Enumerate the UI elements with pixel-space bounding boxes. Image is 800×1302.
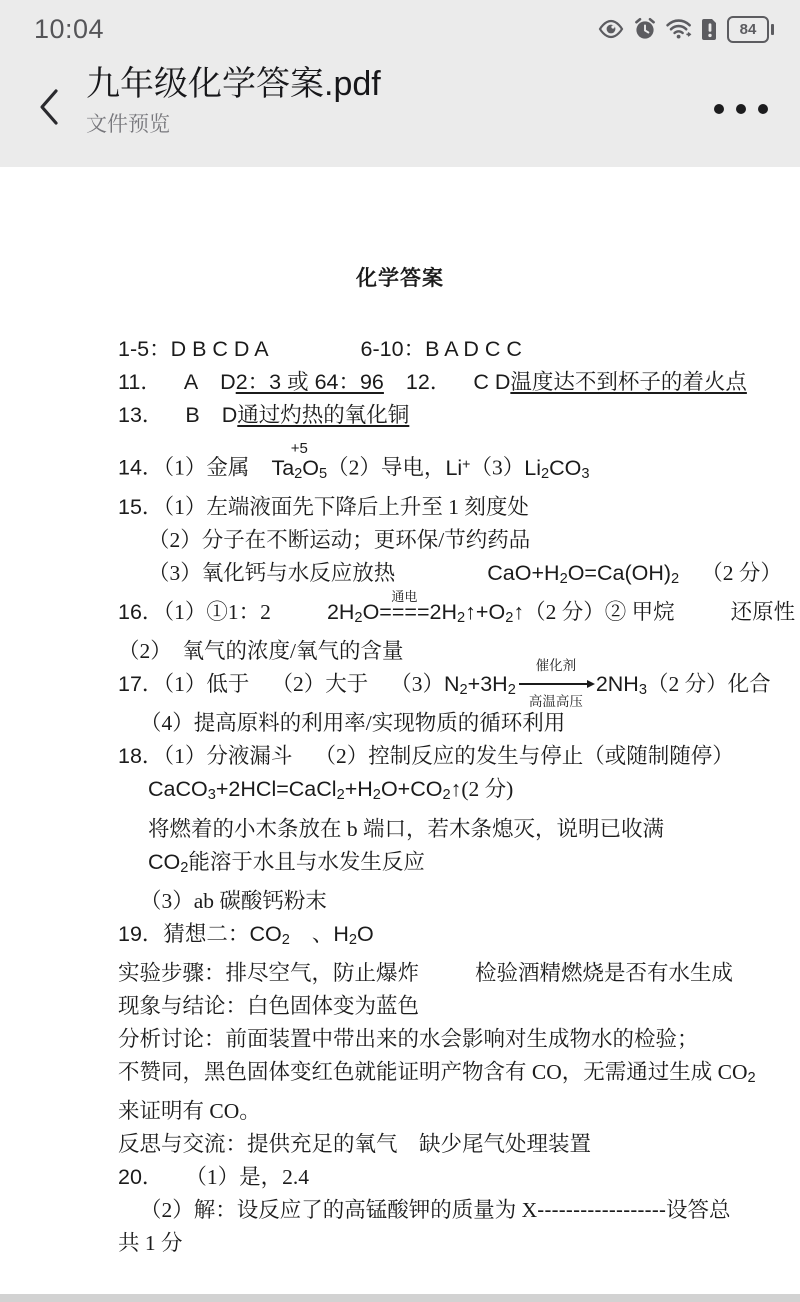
q15-equation [487,561,679,585]
choices-6-10-label: 6-10： [360,337,426,361]
q11-answer-b: D [220,370,236,394]
q20-dashed-rule: ------------------ [537,1198,667,1223]
status-icon-group [598,16,774,43]
q14-part1: （1）金属 [163,455,250,480]
answer-line-17-2 [118,708,772,739]
q13-blank: 通过灼热的氧化铜 [237,403,410,427]
q16-eq-sub3: 2 [505,610,514,627]
q13-answer-b: D [221,403,238,427]
q19-disagree-part1: 不赞同，黑色固体变红色就能证明产物含有 CO，无需通过生成 CO [118,1059,748,1084]
q16-eq-o: O [362,599,380,624]
q20-part3: 共 1 分 [118,1231,183,1256]
q18-eq-caco: CaCO [148,777,208,802]
q14-li2-sub: 2 [540,465,550,482]
q17-eq-n: N [443,672,460,697]
q17-eq-sub2: 2 [507,682,516,699]
q18-eq-sub3: 2 [372,787,381,804]
q19-steps-a: 排尽空气，防止爆炸 [225,960,420,985]
q15-eq-sub-b: 2 [671,570,680,587]
q15-part2: （2）分子在不断运动；更环保/节约药品 [148,527,531,552]
q14-ta-symbol: Ta [271,455,295,480]
q12-answer: C D [473,370,511,394]
choices-1-5-label: 1-5： [118,337,171,361]
q17-eq-plus: +3H [467,672,508,697]
answer-line-14 [118,439,772,490]
answer-line-15-2 [118,525,772,556]
alarm-clock-icon [633,17,657,41]
q20-number: 20． [118,1165,164,1190]
q18-eq-co: O+CO [380,777,443,802]
q18-part1: （1）分液漏斗 [163,744,293,769]
answer-line-16-2 [118,636,772,667]
answer-line-20-3 [118,1228,772,1259]
q17-score: （2 分） [646,672,728,697]
q20-part2-lead: （2）解：设反应了的高锰酸钾的质量为 X [140,1198,538,1223]
q19-disagree-part2: 来证明有 CO。 [118,1099,261,1124]
q13-answer-a: B [185,403,200,427]
q16-eq-sub1: 2 [354,610,363,627]
q16-equation-bars [379,588,430,628]
q19-guess-label: 猜想二： [163,921,250,946]
q19-h2o-sub: 2 [348,931,358,948]
answer-line-15-3 [118,558,782,595]
q17-condition-below: 高温高压 [528,694,583,710]
page-title: 九年级化学答案.pdf [86,65,381,103]
q15-eq-cao: CaO+H [487,560,560,585]
q17-eq-nh3: 2NH [595,672,639,697]
q15-eq-mid: O=Ca(OH) [567,560,672,585]
q14-part3: （3） [470,455,525,480]
q11-answer-a: A [183,370,199,394]
q14-tantalum-oxide-formula [271,439,328,490]
q18-score: (2 分) [461,777,514,802]
q16-number: 16． [118,599,164,624]
q14-li-charge: + [462,456,471,472]
more-dot-icon [758,104,768,114]
q17-number: 17． [118,672,164,697]
q14-o-sub: 5 [319,465,328,482]
answer-line-19-4 [118,1024,772,1055]
q15-score: （2 分） [701,560,782,585]
app-bar [0,58,800,167]
q14-co3-symbol: CO [549,455,582,480]
q18-eq-sub4: 2 [442,787,451,804]
q19-co2-formula [249,922,289,946]
q16-eq-right-h: 2H [429,599,458,624]
status-clock: 10:04 [34,13,105,44]
answer-line-19-5 [118,1057,772,1094]
bottom-edge-strip [0,1294,800,1302]
answer-line-18-5 [118,886,772,917]
battery-icon [727,16,774,43]
q18-part2: （2）控制反应的发生与停止（或随制随停） [314,744,734,769]
q11-number: 11． [118,370,162,394]
answer-line-18-1 [118,741,772,772]
q18-co2-sub: 2 [180,859,189,876]
q15-number: 15． [118,494,164,519]
q18-eq-arrow: ↑ [450,777,462,802]
q18-eq-sub2: 2 [336,787,345,804]
q19-co2-symbol: CO [249,921,282,946]
q17-eq-sub3: 3 [638,682,647,699]
q16-score: （2 分） [524,599,605,624]
q19-steps-label: 实验步骤： [118,960,226,985]
q14-oxidation-state: +5 [290,439,308,457]
choices-1-5-value: D B C D A [170,337,269,361]
q17-eq-sub1: 2 [459,682,468,699]
more-dot-icon [736,104,746,114]
q11-blank: 2：3 或 64：96 [235,370,384,394]
answer-line-20-1 [118,1162,772,1193]
app-bar-titles [86,64,381,138]
more-dot-icon [714,104,724,114]
choices-6-10-value: B A D C C [425,337,522,361]
chevron-left-icon [38,88,60,131]
q16-reaction-condition: 通电 [391,588,418,604]
q19-separator: 、 [311,921,334,946]
pdf-preview-viewport[interactable] [0,167,800,1294]
q19-co2-sub: 2 [281,931,290,948]
answer-line-choices [118,334,772,365]
answer-line-19-6 [118,1096,772,1127]
q17-part5: （4）提高原料的利用率/实现物质的循环利用 [140,711,566,736]
answer-line-15-1 [118,492,772,523]
answer-line-19-3 [118,991,772,1022]
status-bar [0,0,800,58]
q17-part4: 化合 [727,672,771,697]
q15-part1: （1）左端液面先下降后上升至 1 刻度处 [163,494,529,519]
q13-number: 13． [118,403,164,427]
q18-co2-formula [148,850,188,874]
answer-line-19-1 [118,919,772,956]
q16-part3: 还原性 [730,599,796,624]
q18-part5: （3）ab 碳酸钙粉末 [140,888,327,913]
q14-part2: （2）导电， [327,455,446,480]
q18-eq-h: +H [344,777,373,802]
pdf-page [0,167,800,1259]
q16-eq-sub2: 2 [457,610,466,627]
q16-bars-glyphs: ==== [379,599,430,624]
q16-part4: （2） 氧气的浓度/氧气的含量 [118,639,404,664]
back-button[interactable] [26,84,72,134]
page-subtitle: 文件预览 [86,113,170,137]
q19-analysis: 分析讨论：前面装置中带出来的水会影响对生成物水的检验； [118,1026,699,1051]
q16-eq-h: 2H [326,599,355,624]
answer-line-19-2 [118,958,772,989]
q14-ta-sub: 2 [294,465,303,482]
q14-co3-sub: 3 [581,465,590,482]
q18-eq-sub1: 3 [207,787,216,804]
q19-disagree-sub: 2 [747,1070,756,1087]
q17-condition-above: 催化剂 [535,658,577,674]
q17-part2: （2）大于 [271,672,369,697]
q19-reflection: 反思与交流：提供充足的氧气 缺少尾气处理装置 [118,1132,592,1157]
answer-line-11-12 [118,367,772,398]
q14-o-symbol: O [302,455,320,480]
q14-lithium-carbonate [524,456,589,480]
q16-part1: （1）①1：2 [163,599,271,624]
answer-line-20-2 [118,1195,772,1226]
answer-line-18-2 [118,774,772,811]
q14-li2-symbol: Li [524,455,541,480]
q16-eq-arrow1: ↑+O [465,599,506,624]
sim-alert-icon [702,18,718,41]
answer-line-18-4 [118,847,772,884]
answer-line-13 [118,400,772,431]
q19-result: 现象与结论：白色固体变为蓝色 [118,993,420,1018]
answer-line-16-1 [118,588,796,634]
q18-number: 18． [118,744,164,769]
q12-blank: 温度达不到杯子的着火点 [510,370,747,394]
q18-part4-rest: 能溶于水且与水发生反应 [188,849,425,874]
answer-line-17-1 [118,658,772,710]
q12-number: 12． [405,370,452,394]
q14-li-symbol: Li [445,455,463,480]
eye-care-icon [598,19,624,39]
q15-eq-sub-a: 2 [559,570,568,587]
q16-electrolysis-equation [326,588,525,627]
more-options-button[interactable] [710,94,772,124]
q18-carbonate-equation [148,777,462,804]
q19-h2o-h: H [333,921,349,946]
q18-eq-hcl: +2HCl=CaCl [215,777,337,802]
answer-line-18-3 [118,814,772,845]
document-heading: 化学答案 [356,267,444,290]
q19-water-formula [333,922,373,946]
wifi-icon [666,18,693,40]
q20-part2-tail: 设答总 [666,1198,731,1223]
q15-part3: （3）氧化钙与水反应放热 [148,560,396,585]
answer-line-19-7 [118,1129,772,1160]
q19-number: 19． [118,921,164,946]
q19-steps-b: 检验酒精燃烧是否有水生成 [475,960,734,985]
q19-h2o-o: O [357,921,374,946]
q14-number: 14． [118,455,164,480]
q16-part2: ② 甲烷 [604,599,675,624]
q17-part3: （3） [390,672,444,697]
q18-co2-symbol: CO [148,849,181,874]
q17-ammonia-synthesis-equation [443,658,647,710]
q16-eq-arrow2: ↑ [513,599,525,624]
q17-reaction-arrow [519,658,593,710]
q18-part3: 将燃着的小木条放在 b 端口，若木条熄灭，说明已收满 [148,816,665,841]
q20-part1: （1）是，2.4 [185,1165,310,1190]
battery-level-label: 84 [739,20,757,38]
q14-lithium-ion [445,456,470,480]
q17-part1: （1）低于 [163,672,250,697]
